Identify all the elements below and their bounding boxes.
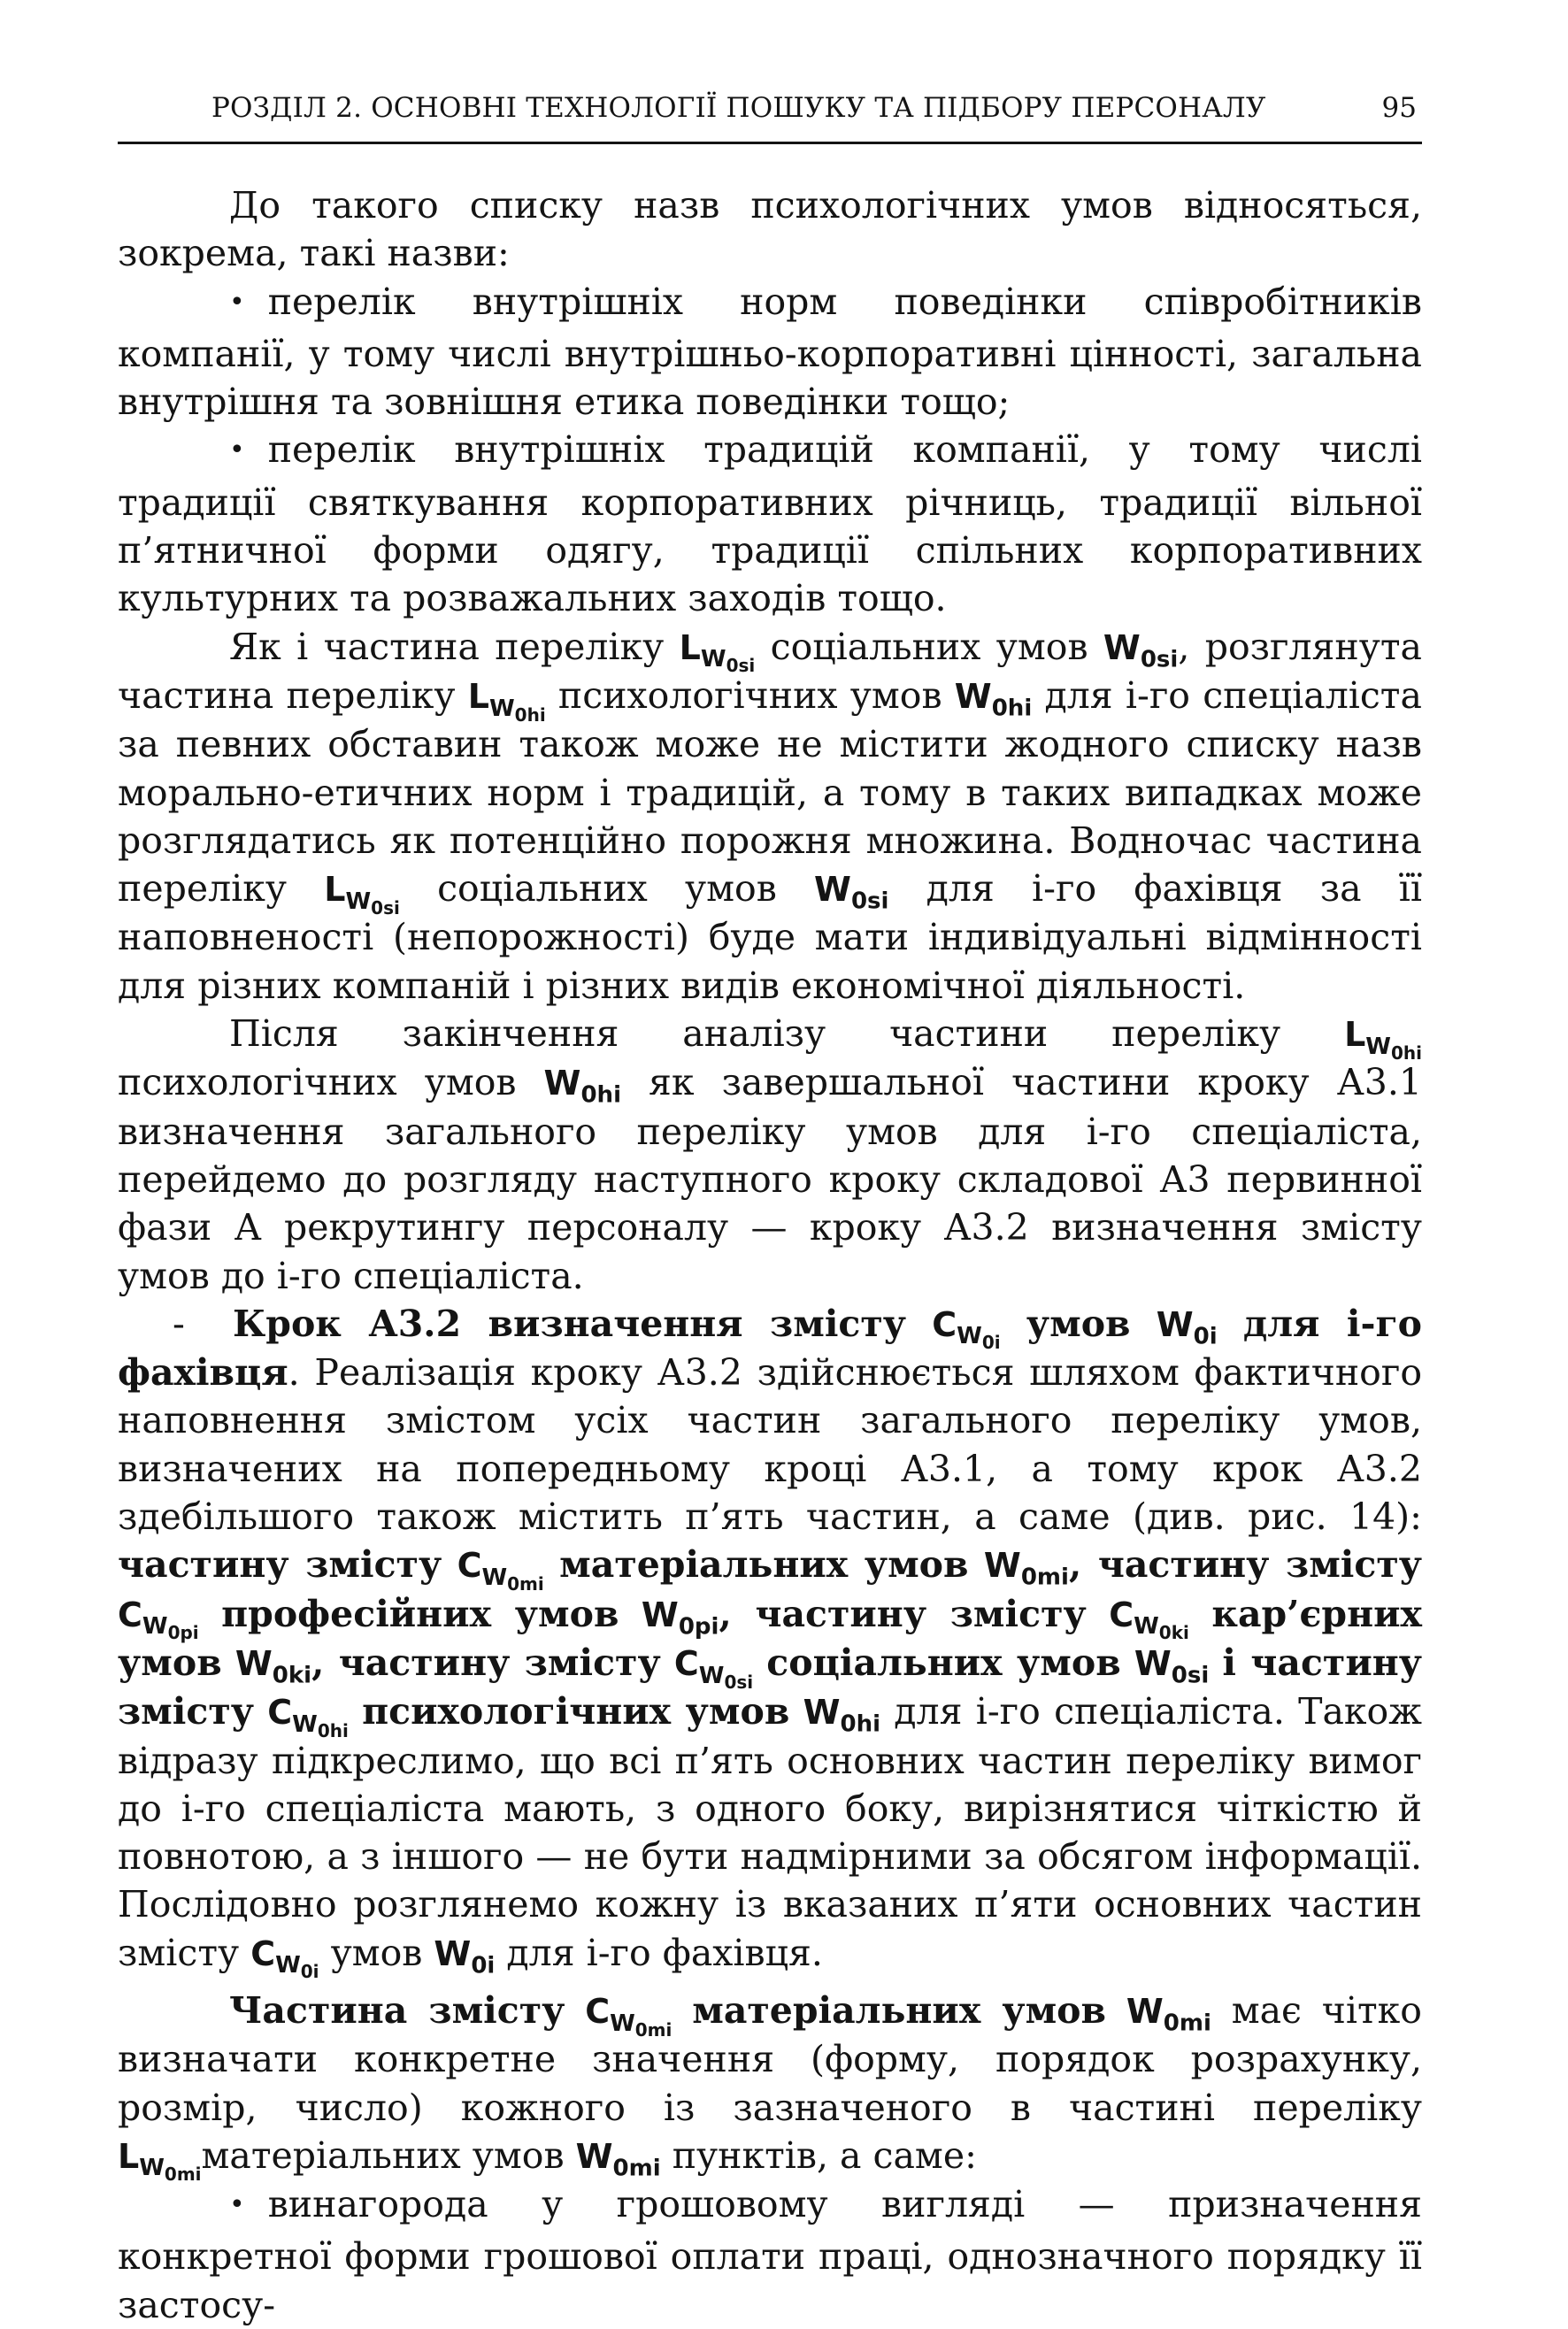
- symbol-W0hi: $W_{0hi}$: [803, 1693, 881, 1738]
- document-page: [118, 92, 1422, 2326]
- symbol-L-W0hi: $L_{W_{0hi}}$: [1344, 1015, 1422, 1064]
- chapter-title: РОЗДІЛ 2. ОСНОВНІ ТЕХНОЛОГІЇ ПОШУКУ ТА ПІДБОРУ ПЕРСОНАЛУ: [211, 92, 1266, 124]
- symbol-W0mi: $W_{0mi}$: [1126, 1991, 1211, 2037]
- symbol-W0i: $W_{0i}$: [434, 1933, 496, 1979]
- symbol-W0si: $W_{0si}$: [1103, 627, 1179, 673]
- bullet-icon: •: [229, 286, 245, 318]
- running-header: [118, 92, 1422, 144]
- page-number: 95: [1381, 92, 1417, 124]
- body-text: [118, 181, 1422, 2329]
- paragraph-2: Як і частина переліку $L_{W_{0si}}$ соціальних умов $W_{0si}$, розглянута частина переліку $L_{W_{0hi}}$ психологічних умов $W_{0hi}$ для і-го спеціаліста за певних обставин також може не містити жодного списку назв морально-етичних норм і традицій, а тому в таких випадках може розглядатись як потенційно порожня множина. Водночас частина переліку $L_{W_{0si}}$ соціальних умов $W_{0si}$ для і-го фахівця за її наповненості (непорожності) буде мати індивідуальні відмінності для різних компаній і різних видів економічної діяльності.: [118, 625, 1422, 1007]
- paragraph-1: До такого списку назв психологічних умов відносяться, зокрема, такі назви:: [118, 184, 1422, 275]
- symbol-W0si: $W_{0si}$: [1134, 1643, 1210, 1689]
- paragraph-5: Частина змісту $C_{W_{0mi}}$ матеріальних умов $W_{0mi}$ має чітко визначати конкретне значення (форму, порядок розрахунку, розмір, число) кожного із зазначеного в частині переліку $L_{W_{0mi}}матеріальних$ умов $W_{0mi}$ пунктів, а саме:: [118, 1988, 1422, 2186]
- symbol-C-W0i: $C_{W_{0i}}$: [932, 1304, 1001, 1354]
- symbol-L-W0si: $L_{W_{0si}}$: [679, 627, 756, 677]
- symbol-W0pi: $W_{0pi}$: [641, 1595, 719, 1641]
- symbol-W0mi: $W_{0mi}$: [575, 2136, 661, 2182]
- symbol-C-W0si: $C_{W_{0si}}$: [673, 1643, 754, 1693]
- symbol-C-W0pi: $C_{W_{0pi}}$: [118, 1595, 199, 1644]
- paragraph-4: - Крок А3.2 визначення змісту $C_{W_{0i}}$ умов $W_{0i}$ для і-го фахівця. Реалізація кроку А3.2 здійснюється шляхом фактичного наповнення змістом усіх частин загального переліку умов, визначених на попередньому кроці А3.1, а тому крок А3.2 здебільшого також містить п’ять частин, а саме (див. рис. 14): частину змісту $C_{W_{0mi}}$ матеріальних умов $W_{0mi}$, частину змісту $C_{W_{0pi}}$ професійних умов $W_{0pi}$, частину змісту $C_{W_{0ki}}$ кар’єрних умов $W_{0ki}$, частину змісту $C_{W_{0si}}$ соціальних умов $W_{0si}$ і частину змісту $C_{W_{0hi}}$ психологічних умов $W_{0hi}$ для і-го спеціаліста. Також відразу підкреслимо, що всі п’ять основних частин переліку вимог до і-го спеціаліста мають, з одного боку, вирізнятися чіткістю й повнотою, а з іншого — не бути надмірними за обсягом інформації. Послідовно розглянемо кожну із вказаних п’яти основних частин змісту $C_{W_{0i}}$ умов $W_{0i}$ для і-го фахівця.: [118, 1300, 1422, 1978]
- bullet-icon: •: [229, 2189, 245, 2221]
- symbol-C-W0hi: $C_{W_{0hi}}$: [267, 1693, 349, 1741]
- bullet-item-1: • перелік внутрішніх норм поведінки співробітників компанії, у тому числі внутрішньо-корпоративні цінності, загальна внутрішня та зовнішня етика поведінки тощо;: [118, 280, 1422, 424]
- dash-marker: -: [173, 1302, 185, 1345]
- symbol-C-W0ki: $C_{W_{0ki}}$: [1109, 1595, 1189, 1644]
- symbol-C-W0mi: $C_{W_{0mi}}$: [457, 1546, 544, 1595]
- symbol-W0ki: $W_{0ki}$: [234, 1643, 312, 1689]
- symbol-L-W0mi: $L_{W_{0mi}}$: [118, 2136, 202, 2186]
- symbol-W0hi: $W_{0hi}$: [954, 676, 1033, 722]
- symbol-C-W0i: $C_{W_{0i}}$: [250, 1933, 319, 1983]
- bullet-icon: •: [229, 434, 245, 466]
- symbol-W0hi: $W_{0hi}$: [543, 1064, 621, 1109]
- bullet-item-2: • перелік внутрішніх традицій компанії, у тому числі традиції святкування корпоративних річниць, традиції вільної п’ятничної форми одягу, традиції спільних корпоративних культурних та розважальних заходів тощо.: [118, 428, 1422, 620]
- symbol-C-W0mi: $C_{W_{0mi}}$: [585, 1991, 673, 2041]
- paragraph-3: Після закінчення аналізу частини переліку $L_{W_{0hi}}$ психологічних умов $W_{0hi}$ як завершальної частини кроку А3.1 визначення загального переліку умов для і-го спеціаліста, перейдемо до розгляду наступного кроку складової А3 первинної фази А рекрутингу персоналу — кроку А3.2 визначення змісту умов до і-го спеціаліста.: [118, 1012, 1422, 1297]
- symbol-W0si: $W_{0si}$: [814, 870, 889, 915]
- bullet-item-3: • винагорода у грошовому вигляді — призначення конкретної форми грошової оплати праці, однозначного порядку її застосу-: [118, 2183, 1422, 2326]
- symbol-W0i: $W_{0i}$: [1156, 1304, 1218, 1350]
- symbol-W0mi: $W_{0mi}$: [983, 1546, 1069, 1591]
- symbol-L-W0hi: $L_{W_{0hi}}$: [467, 676, 546, 726]
- symbol-L-W0si: $L_{W_{0si}}$: [324, 870, 400, 919]
